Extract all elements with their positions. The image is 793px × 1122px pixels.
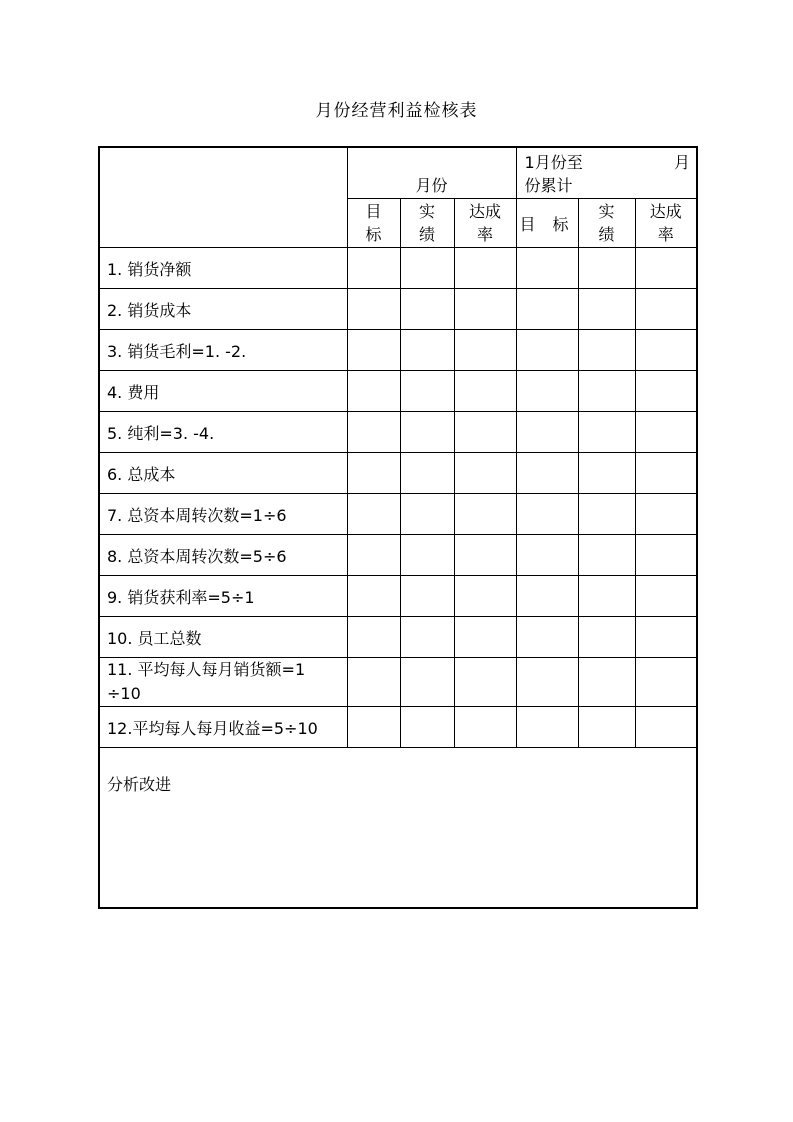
row-label: 12.平均每人每月收益=5÷10	[99, 707, 347, 748]
value-cell[interactable]	[578, 412, 635, 453]
value-cell[interactable]	[516, 576, 578, 617]
cumulative-header	[516, 147, 697, 199]
table-row	[99, 707, 697, 748]
page-title: 月份经营利益检核表	[315, 101, 478, 121]
table-row	[99, 248, 697, 289]
value-cell[interactable]	[400, 707, 454, 748]
table-row	[99, 289, 697, 330]
value-cell[interactable]	[400, 248, 454, 289]
item-header-cell	[99, 147, 347, 248]
value-cell[interactable]	[578, 535, 635, 576]
value-cell[interactable]	[347, 248, 400, 289]
value-cell[interactable]	[635, 494, 697, 535]
value-cell[interactable]	[454, 707, 516, 748]
row-label: 2. 销货成本	[99, 289, 347, 330]
value-cell[interactable]	[635, 248, 697, 289]
analysis-row	[99, 748, 697, 909]
value-cell[interactable]	[400, 576, 454, 617]
value-cell[interactable]	[454, 371, 516, 412]
value-cell[interactable]	[400, 535, 454, 576]
row-label: 1. 销货净额	[99, 248, 347, 289]
value-cell[interactable]	[400, 658, 454, 707]
value-cell[interactable]	[635, 535, 697, 576]
row-label: 3. 销货毛利=1. -2.	[99, 330, 347, 371]
value-cell[interactable]	[347, 707, 400, 748]
value-cell[interactable]	[347, 330, 400, 371]
month-target-header: 目 标	[347, 199, 400, 248]
value-cell[interactable]	[454, 535, 516, 576]
row-label: 6. 总成本	[99, 453, 347, 494]
month-rate-header: 达成 率	[454, 199, 516, 248]
table-row	[99, 330, 697, 371]
table-row	[99, 535, 697, 576]
month-header: 月份	[347, 147, 516, 199]
value-cell[interactable]	[635, 330, 697, 371]
value-cell[interactable]	[454, 617, 516, 658]
value-cell[interactable]	[347, 658, 400, 707]
value-cell[interactable]	[635, 453, 697, 494]
table-row	[99, 617, 697, 658]
row-label: 8. 总资本周转次数=5÷6	[99, 535, 347, 576]
row-label: 9. 销货获利率=5÷1	[99, 576, 347, 617]
value-cell[interactable]	[400, 617, 454, 658]
analysis-cell[interactable]	[99, 748, 697, 909]
value-cell[interactable]	[635, 371, 697, 412]
value-cell[interactable]	[516, 248, 578, 289]
row-label: 11. 平均每人每月销货额=1 ÷10	[99, 658, 347, 707]
value-cell[interactable]	[578, 248, 635, 289]
value-cell[interactable]	[347, 289, 400, 330]
value-cell[interactable]	[635, 617, 697, 658]
cumulative-line2-label: 份累计	[524, 176, 573, 195]
value-cell[interactable]	[347, 617, 400, 658]
table-row	[99, 494, 697, 535]
value-cell[interactable]	[578, 707, 635, 748]
cum-rate-header: 达成 率	[635, 199, 697, 248]
cum-actual-header: 实 绩	[578, 199, 635, 248]
value-cell[interactable]	[578, 617, 635, 658]
cum-target-header: 目 标	[516, 199, 578, 248]
value-cell[interactable]	[516, 289, 578, 330]
value-cell[interactable]	[578, 494, 635, 535]
table-row	[99, 453, 697, 494]
value-cell[interactable]	[578, 576, 635, 617]
value-cell[interactable]	[454, 494, 516, 535]
value-cell[interactable]	[635, 707, 697, 748]
table-row	[99, 576, 697, 617]
row-label: 5. 纯利=3. -4.	[99, 412, 347, 453]
value-cell[interactable]	[347, 412, 400, 453]
value-cell[interactable]	[578, 371, 635, 412]
value-cell[interactable]	[578, 289, 635, 330]
value-cell[interactable]	[347, 371, 400, 412]
row-label: 10. 员工总数	[99, 617, 347, 658]
value-cell[interactable]	[516, 617, 578, 658]
value-cell[interactable]	[454, 289, 516, 330]
profit-check-table	[98, 146, 698, 909]
value-cell[interactable]	[347, 453, 400, 494]
value-cell[interactable]	[635, 658, 697, 707]
table-row	[99, 412, 697, 453]
value-cell[interactable]	[516, 535, 578, 576]
value-cell[interactable]	[454, 576, 516, 617]
value-cell[interactable]	[454, 412, 516, 453]
row-label: 7. 总资本周转次数=1÷6	[99, 494, 347, 535]
value-cell[interactable]	[347, 494, 400, 535]
value-cell[interactable]	[516, 371, 578, 412]
row-label: 4. 费用	[99, 371, 347, 412]
month-actual-header: 实 绩	[400, 199, 454, 248]
header-row-top	[99, 147, 697, 199]
value-cell[interactable]	[400, 412, 454, 453]
value-cell[interactable]	[516, 453, 578, 494]
cumulative-end-label: 月	[674, 153, 691, 172]
table-row	[99, 658, 697, 707]
value-cell[interactable]	[635, 576, 697, 617]
value-cell[interactable]	[516, 494, 578, 535]
table-row	[99, 371, 697, 412]
value-cell[interactable]	[578, 658, 635, 707]
value-cell[interactable]	[454, 248, 516, 289]
value-cell[interactable]	[578, 330, 635, 371]
value-cell[interactable]	[400, 494, 454, 535]
value-cell[interactable]	[400, 289, 454, 330]
value-cell[interactable]	[454, 658, 516, 707]
value-cell[interactable]	[635, 289, 697, 330]
value-cell[interactable]	[635, 412, 697, 453]
value-cell[interactable]	[516, 330, 578, 371]
value-cell[interactable]	[454, 453, 516, 494]
value-cell[interactable]	[578, 453, 635, 494]
value-cell[interactable]	[516, 658, 578, 707]
value-cell[interactable]	[516, 707, 578, 748]
value-cell[interactable]	[347, 535, 400, 576]
value-cell[interactable]	[400, 453, 454, 494]
cumulative-start-label: 1月份至	[524, 153, 583, 172]
value-cell[interactable]	[347, 576, 400, 617]
value-cell[interactable]	[516, 412, 578, 453]
value-cell[interactable]	[454, 330, 516, 371]
analysis-label: 分析改进	[107, 775, 172, 794]
value-cell[interactable]	[400, 330, 454, 371]
value-cell[interactable]	[400, 371, 454, 412]
